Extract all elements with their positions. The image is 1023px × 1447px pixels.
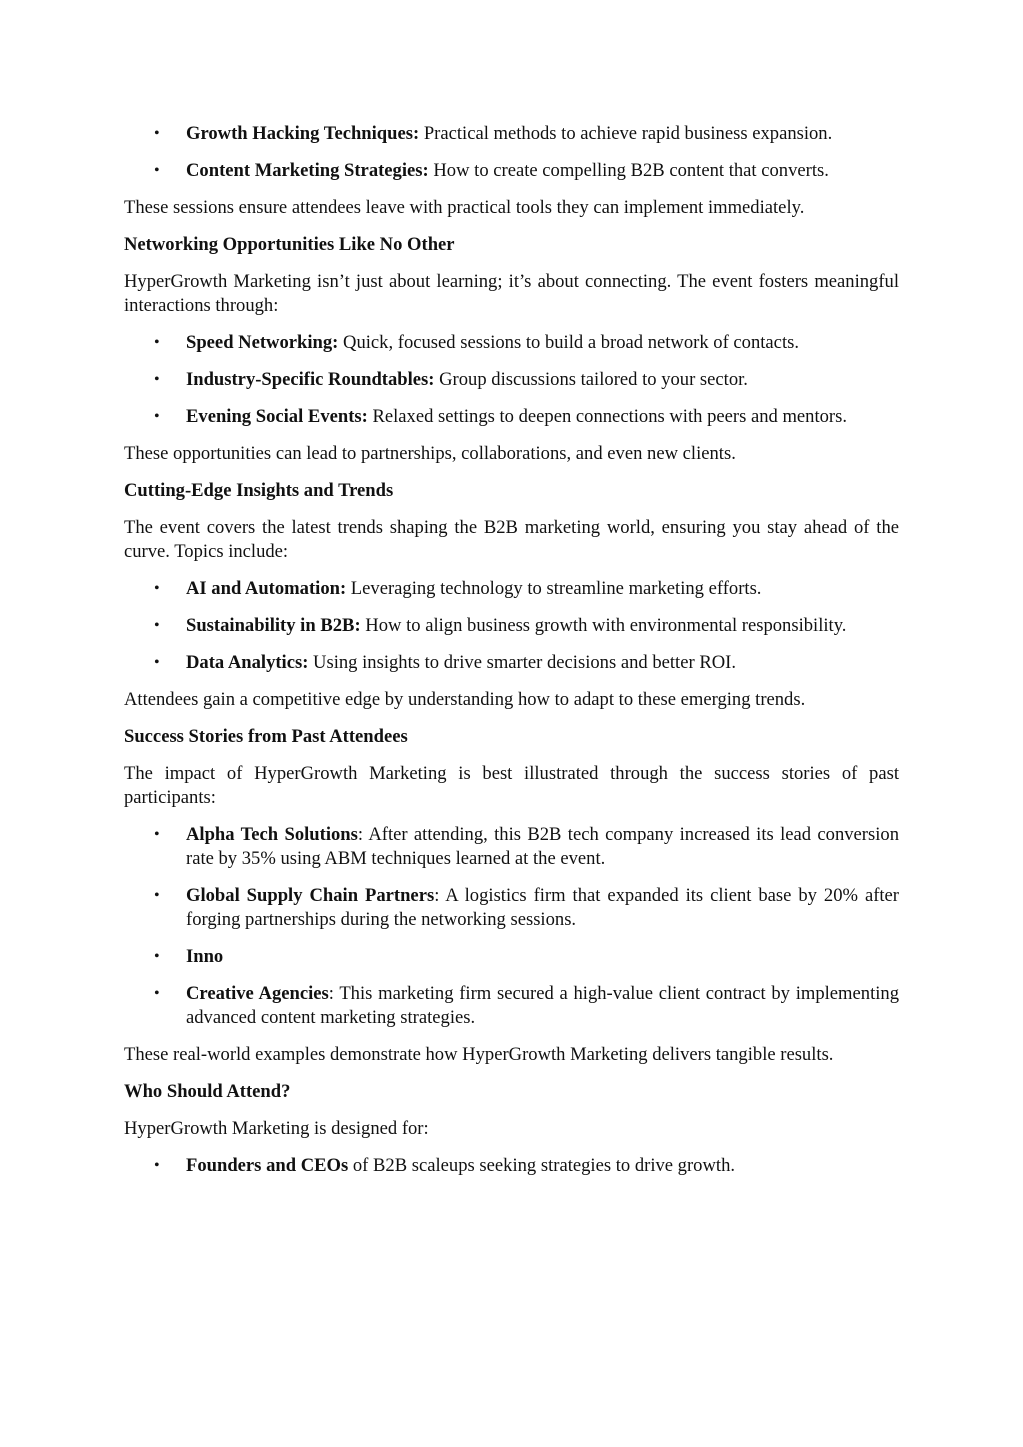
bullet-icon: • [154,408,160,425]
list-item [124,823,899,871]
paragraph-attend: HyperGrowth Marketing is designed for: [124,1118,429,1139]
heading-trends: Cutting-Edge Insights and Trends [124,480,394,501]
bullet-list-success [124,823,899,1030]
list-item [124,945,899,969]
list-item-term: Inno [186,946,224,967]
paragraph-sessions: These sessions ensure attendees leave with practical tools they can implement immediately. [124,197,805,218]
list-item [124,614,899,638]
list-item-text: : This marketing firm secured a high-value client contract by implementing advanced content marketing strategies. [186,983,899,1028]
list-item [124,982,899,1030]
paragraph-edge: Attendees gain a competitive edge by understanding how to adapt to these emerging trends. [124,689,806,710]
list-item-text: Using insights to drive smarter decisions and better ROI. [308,652,736,673]
list-item-text: Leveraging technology to streamline marketing efforts. [346,578,762,599]
bullet-icon: • [154,334,160,351]
list-item-text: Group discussions tailored to your sector. [434,369,748,390]
bullet-icon: • [154,371,160,388]
list-item [124,884,899,932]
list-item [124,368,899,392]
bullet-icon: • [154,887,160,904]
list-item-term: Speed Networking: [186,332,339,353]
heading-attend: Who Should Attend? [124,1081,291,1102]
list-item-text: How to create compelling B2B content that converts. [428,160,829,181]
list-item [124,159,899,183]
bullet-icon: • [154,948,160,965]
bullet-list-attend [124,1154,899,1178]
list-item-text: : A logistics firm that expanded its client base by 20% after forging partnerships during the networking sessions. [186,885,899,930]
bullet-icon: • [154,580,160,597]
list-item-text: of B2B scaleups seeking strategies to drive growth. [348,1155,736,1176]
bullet-list-trends [124,577,899,675]
list-item-term: Creative Agencies [186,983,329,1004]
list-item-text: Practical methods to achieve rapid business expansion. [419,123,833,144]
list-item [124,405,899,429]
paragraph-opportunities: These opportunities can lead to partnerships, collaborations, and even new clients. [124,443,736,464]
list-item-term: Evening Social Events: [186,406,368,427]
list-item [124,577,899,601]
list-item-text: How to align business growth with environmental responsibility. [360,615,847,636]
paragraph-success: The impact of HyperGrowth Marketing is best illustrated through the success stories of past participants: [124,763,899,808]
bullet-icon: • [154,617,160,634]
list-item-text: : After attending, this B2B tech company increased its lead conversion rate by 35% using ABM techniques learned at the event. [186,824,899,869]
list-item-term: Industry-Specific Roundtables: [186,369,435,390]
list-item-term: Content Marketing Strategies: [186,160,429,181]
bullet-icon: • [154,162,160,179]
list-item-term: Data Analytics: [186,652,309,673]
paragraph-networking: HyperGrowth Marketing isn’t just about learning; it’s about connecting. The event fosters meaningful interactions through: [124,271,899,316]
list-item-term: Founders and CEOs [186,1155,349,1176]
heading-success: Success Stories from Past Attendees [124,726,408,747]
list-item-term: AI and Automation: [186,578,347,599]
list-item-text: Quick, focused sessions to build a broad network of contacts. [338,332,799,353]
list-item [124,1154,899,1178]
list-item [124,651,899,675]
document-page [124,122,899,1191]
paragraph-examples: These real-world examples demonstrate how HyperGrowth Marketing delivers tangible results. [124,1044,834,1065]
list-item-term: Alpha Tech Solutions [186,824,358,845]
list-item-term: Global Supply Chain Partners [186,885,435,906]
bullet-icon: • [154,826,160,843]
bullet-icon: • [154,125,160,142]
list-item-term: Sustainability in B2B: [186,615,361,636]
list-item [124,331,899,355]
bullet-list-networking [124,331,899,429]
list-item [124,122,899,146]
list-item-text: Relaxed settings to deepen connections with peers and mentors. [367,406,848,427]
paragraph-trends: The event covers the latest trends shaping the B2B marketing world, ensuring you stay ahead of the curve. Topics include: [124,517,899,562]
bullet-icon: • [154,985,160,1002]
bullet-icon: • [154,654,160,671]
bullet-icon: • [154,1157,160,1174]
heading-networking: Networking Opportunities Like No Other [124,234,455,255]
bullet-list-topics [124,122,899,183]
list-item-term: Growth Hacking Techniques: [186,123,420,144]
